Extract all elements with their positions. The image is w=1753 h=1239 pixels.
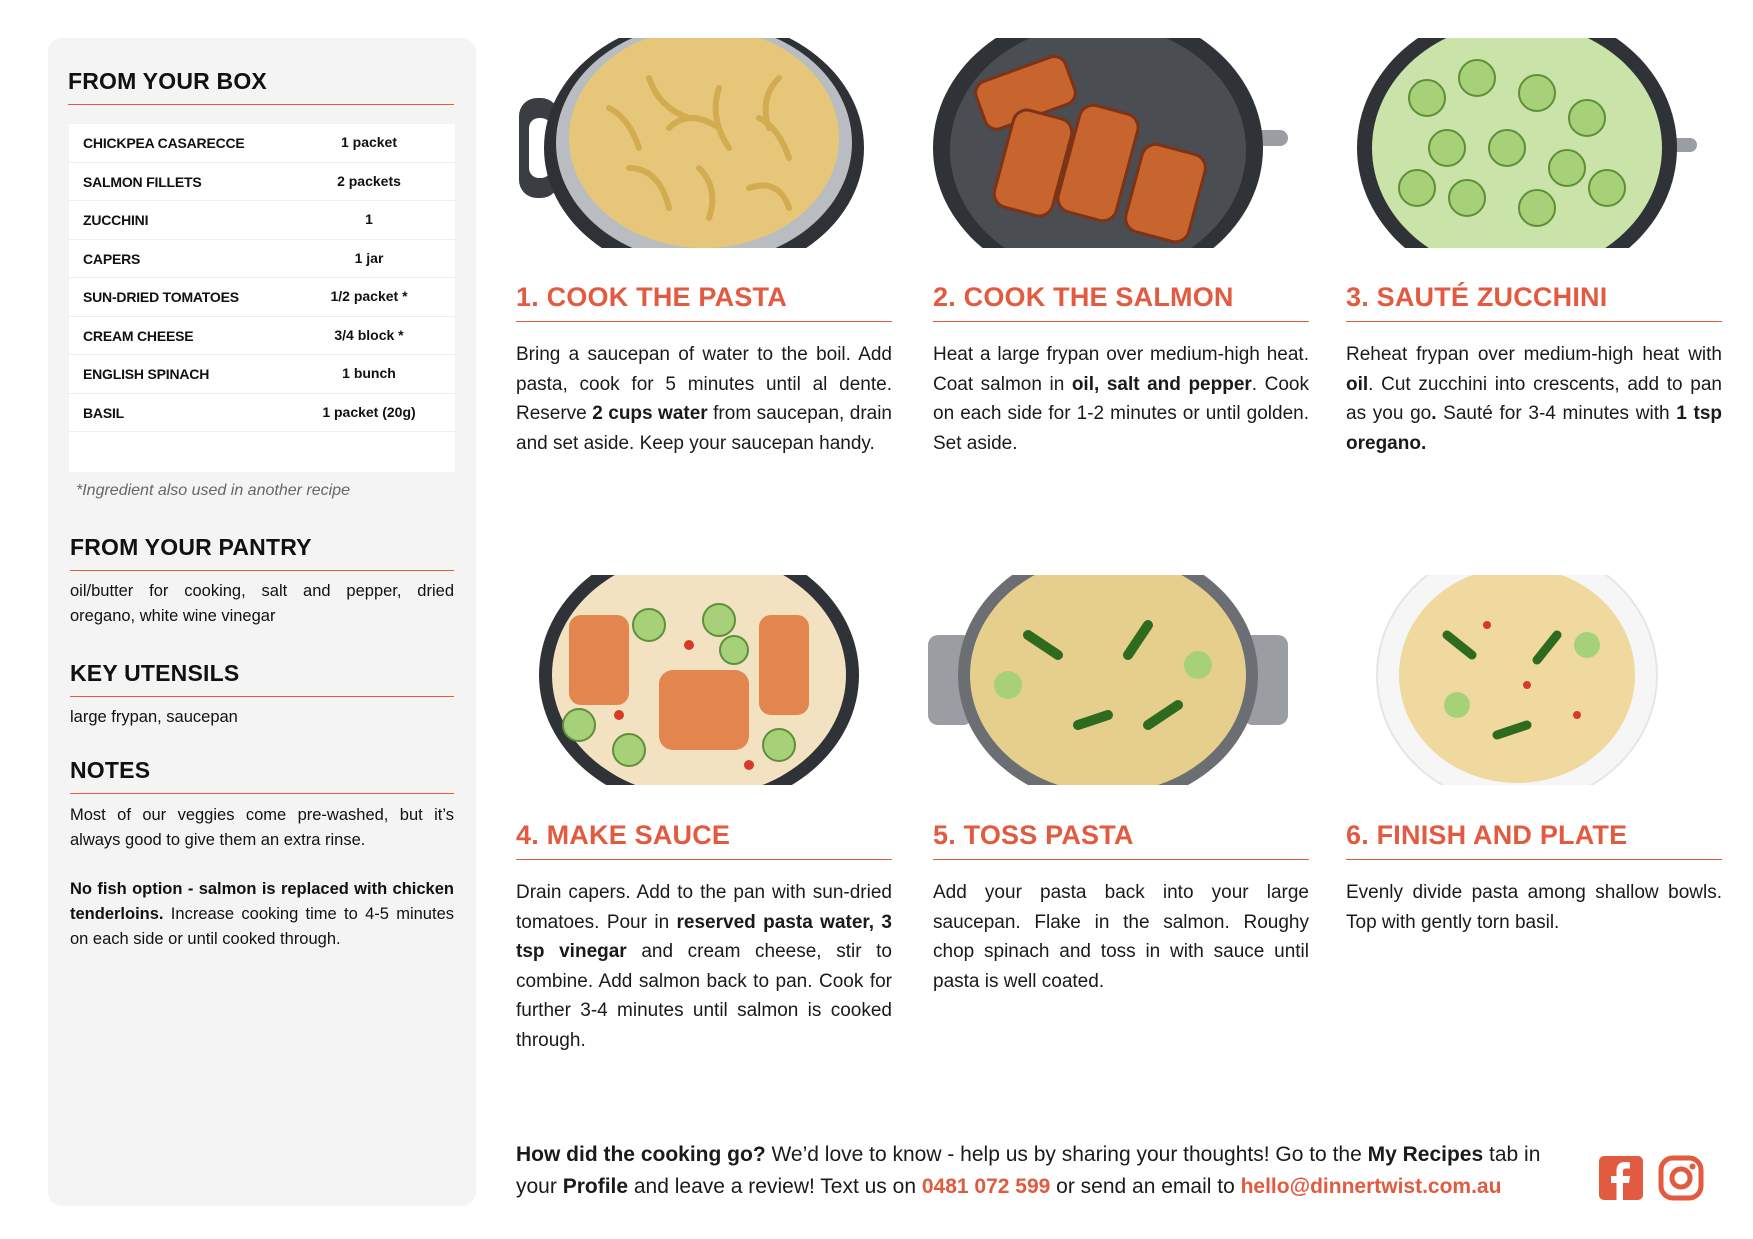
ingredient-quantity: 2 packets bbox=[337, 172, 401, 189]
photo-zucchini-in-frypan bbox=[1337, 38, 1697, 248]
ingredient-name: ZUCCHINI bbox=[83, 212, 149, 228]
photo-pasta-in-colander bbox=[519, 38, 879, 248]
step-6-title: 6. FINISH AND PLATE bbox=[1346, 820, 1722, 860]
ingredient-row bbox=[69, 201, 455, 240]
review-request bbox=[516, 1139, 1576, 1202]
ingredient-row bbox=[69, 355, 455, 394]
step-1-title: 1. COOK THE PASTA bbox=[516, 282, 892, 322]
text-part: Reheat frypan over medium-high heat with bbox=[1346, 344, 1722, 365]
ingredient-row bbox=[69, 278, 455, 317]
text-part: Drain capers. Add to the pan with sun-dried tomatoes. Pour in bbox=[516, 882, 892, 933]
from-your-box-title: FROM YOUR BOX bbox=[68, 68, 454, 105]
ingredient-name: SALMON FILLETS bbox=[83, 173, 202, 190]
ingredient-row bbox=[69, 124, 455, 163]
text-part: We’d love to know - help us by sharing your thoughts! Go to the bbox=[765, 1143, 1368, 1166]
no-fish-option-text bbox=[70, 877, 454, 952]
ingredient-quantity: 1 jar bbox=[354, 249, 384, 266]
ingredient-row bbox=[69, 240, 455, 279]
step-5-text: Add your pasta back into your large saucepan. Flake in the salmon. Roughy chop spinach and toss in with sauce until pasta is well coated. bbox=[933, 882, 1309, 992]
ingredient-name: SUN-DRIED TOMATOES bbox=[83, 289, 239, 305]
step-4 bbox=[516, 820, 892, 1055]
step-2-title: 2. COOK THE SALMON bbox=[933, 282, 1309, 322]
shared-ingredient-footnote: *Ingredient also used in another recipe bbox=[76, 482, 350, 499]
ingredient-row bbox=[69, 394, 455, 433]
key-utensils-title: KEY UTENSILS bbox=[70, 660, 454, 697]
from-your-pantry-title: FROM YOUR PANTRY bbox=[70, 534, 454, 571]
step-3 bbox=[1346, 282, 1722, 458]
text-part: Sauté for 3-4 minutes with bbox=[1436, 403, 1677, 424]
ingredient-quantity: 3/4 block * bbox=[334, 326, 404, 343]
text-part: from saucepan, drain and set aside. Keep your saucepan handy. bbox=[516, 403, 893, 454]
text-part: and cream cheese, stir to combine. Add salmon back to pan. Cook for further 3-4 minutes until salmon is cooked through. bbox=[516, 941, 892, 1051]
text-bold: reserved pasta water, 3 tsp vinegar bbox=[516, 911, 892, 962]
step-5-title: 5. TOSS PASTA bbox=[933, 820, 1309, 860]
ingredient-quantity: 1 bbox=[365, 211, 373, 227]
my-recipes-ref: My Recipes bbox=[1367, 1143, 1484, 1166]
photo-tossed-pasta-in-saucepan bbox=[928, 575, 1288, 785]
step-5 bbox=[933, 820, 1309, 996]
text-bold: oil bbox=[1346, 373, 1369, 395]
photo-plated-pasta bbox=[1337, 575, 1697, 785]
text-part: Bring a saucepan of water to the boil. Add pasta, cook for 5 minutes until al dente. Reserve bbox=[516, 344, 892, 424]
notes-text: Most of our veggies come pre-washed, but it’s always good to give them an extra rinse. bbox=[70, 806, 454, 849]
text-bold: 2 cups water bbox=[592, 403, 708, 424]
text-part: . Cook on each side for 1-2 minutes or until golden. Set aside. bbox=[933, 373, 1309, 454]
ingredient-row bbox=[69, 317, 455, 356]
ingredient-name: CAPERS bbox=[83, 250, 141, 267]
step-4-text bbox=[516, 878, 892, 1055]
step-1 bbox=[516, 282, 892, 458]
text-part: . Cut zucchini into crescents, add to pan as you go bbox=[1346, 373, 1722, 424]
step-4-title: 4. MAKE SAUCE bbox=[516, 820, 892, 860]
step-6 bbox=[1346, 820, 1722, 937]
text-bold: oil, salt and pepper bbox=[1071, 373, 1252, 395]
photo-sauce-with-salmon bbox=[519, 575, 879, 785]
step-2-text bbox=[933, 340, 1309, 458]
review-question: How did the cooking go? bbox=[516, 1143, 766, 1166]
photo-salmon-in-frypan bbox=[928, 38, 1288, 248]
instagram-icon[interactable] bbox=[1658, 1155, 1704, 1201]
ingredients-sidebar bbox=[48, 38, 476, 1206]
ingredient-quantity: 1 packet bbox=[340, 134, 398, 150]
profile-ref: Profile bbox=[562, 1174, 629, 1198]
text-part: and leave a review! Text us on bbox=[628, 1174, 922, 1198]
step-3-title: 3. SAUTÉ ZUCCHINI bbox=[1346, 282, 1722, 322]
ingredient-name: BASIL bbox=[83, 404, 125, 421]
text-bold: 1 tsp oregano. bbox=[1346, 403, 1722, 454]
pantry-text: oil/butter for cooking, salt and pepper, dried oregano, white wine vinegar bbox=[70, 582, 454, 625]
no-fish-option-bold: No fish option - salmon is replaced with chicken tenderloins. bbox=[70, 880, 454, 923]
step-2 bbox=[933, 282, 1309, 458]
ingredient-name: CREAM CHEESE bbox=[83, 327, 194, 344]
facebook-icon[interactable] bbox=[1598, 1155, 1644, 1201]
notes-title: NOTES bbox=[70, 757, 454, 794]
ingredient-name: CHICKPEA CASARECCE bbox=[83, 135, 245, 151]
phone-link[interactable]: 0481 072 599 bbox=[921, 1174, 1051, 1198]
step-6-text: Evenly divide pasta among shallow bowls. Top with gently torn basil. bbox=[1346, 882, 1722, 933]
text-bold: . bbox=[1431, 403, 1437, 424]
ingredient-quantity: 1 bunch bbox=[342, 365, 396, 381]
text-part: Heat a large frypan over medium-high heat. Coat salmon in bbox=[933, 344, 1309, 395]
box-ingredients-table bbox=[69, 124, 455, 472]
email-link[interactable]: hello@dinnertwist.com.au bbox=[1240, 1174, 1502, 1198]
ingredient-name: ENGLISH SPINACH bbox=[83, 366, 210, 382]
text-part: tab in your bbox=[516, 1143, 1541, 1198]
no-fish-option-rest: Increase cooking time to 4-5 minutes on each side or until cooked through. bbox=[70, 905, 454, 948]
step-1-text bbox=[516, 340, 892, 458]
text-part: or send an email to bbox=[1050, 1174, 1241, 1198]
utensils-text: large frypan, saucepan bbox=[70, 708, 238, 726]
ingredient-quantity: 1/2 packet * bbox=[330, 288, 408, 304]
step-3-text bbox=[1346, 340, 1722, 458]
ingredient-quantity: 1 packet (20g) bbox=[322, 403, 416, 420]
ingredient-row bbox=[69, 163, 455, 202]
